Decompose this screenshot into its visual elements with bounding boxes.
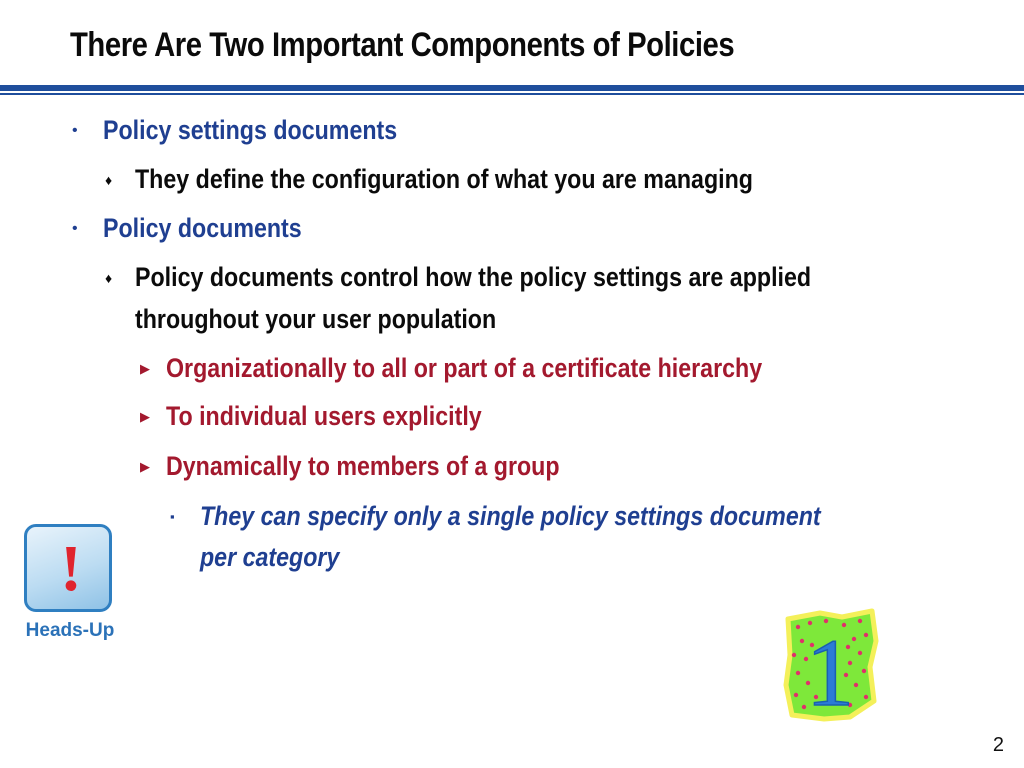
bullet-policy-documents-control-line2: throughout your user population [135, 304, 497, 334]
bullet-single-policy-note-line2: per category [200, 542, 340, 572]
bullet-policy-documents-control-line1: Policy documents control how the policy settings are applied [135, 262, 812, 292]
title-rule [0, 85, 1024, 91]
bullet-policy-documents: Policy documents [103, 213, 302, 243]
bullet-l4-marker: ▪ [170, 509, 175, 524]
number-one-digit: 1 [806, 619, 854, 723]
bullet-define-configuration: They define the configuration of what you are managing [135, 164, 753, 194]
bullet-l1-marker: • [72, 122, 78, 139]
heads-up-box [24, 524, 112, 612]
bullet-organizationally: Organizationally to all or part of a certificate hierarchy [166, 353, 763, 383]
bullet-individual-users: To individual users explicitly [166, 401, 482, 431]
bullet-single-policy-note-line1: They can specify only a single policy settings document [200, 501, 821, 531]
heads-up-icon [22, 524, 118, 648]
number-badge-graphic [780, 605, 880, 723]
bullet-l1-marker: • [72, 220, 78, 237]
bullet-l2-marker: ♦ [105, 172, 113, 188]
bullet-l3-marker: ▶ [140, 459, 150, 474]
bullet-l2-marker: ♦ [105, 270, 113, 286]
bullet-l3-marker: ▶ [140, 361, 150, 376]
slide-title: There Are Two Important Components of Policies [70, 26, 735, 64]
number-one-badge [780, 605, 880, 723]
title-rule-thin [0, 93, 1024, 95]
bullet-l3-marker: ▶ [140, 409, 150, 424]
bullet-dynamically: Dynamically to members of a group [166, 451, 560, 481]
page-number: 2 [992, 734, 1004, 756]
bullet-policy-settings-documents: Policy settings documents [103, 115, 398, 145]
exclamation-icon: ! [60, 532, 82, 605]
heads-up-label: Heads-Up [25, 620, 115, 641]
